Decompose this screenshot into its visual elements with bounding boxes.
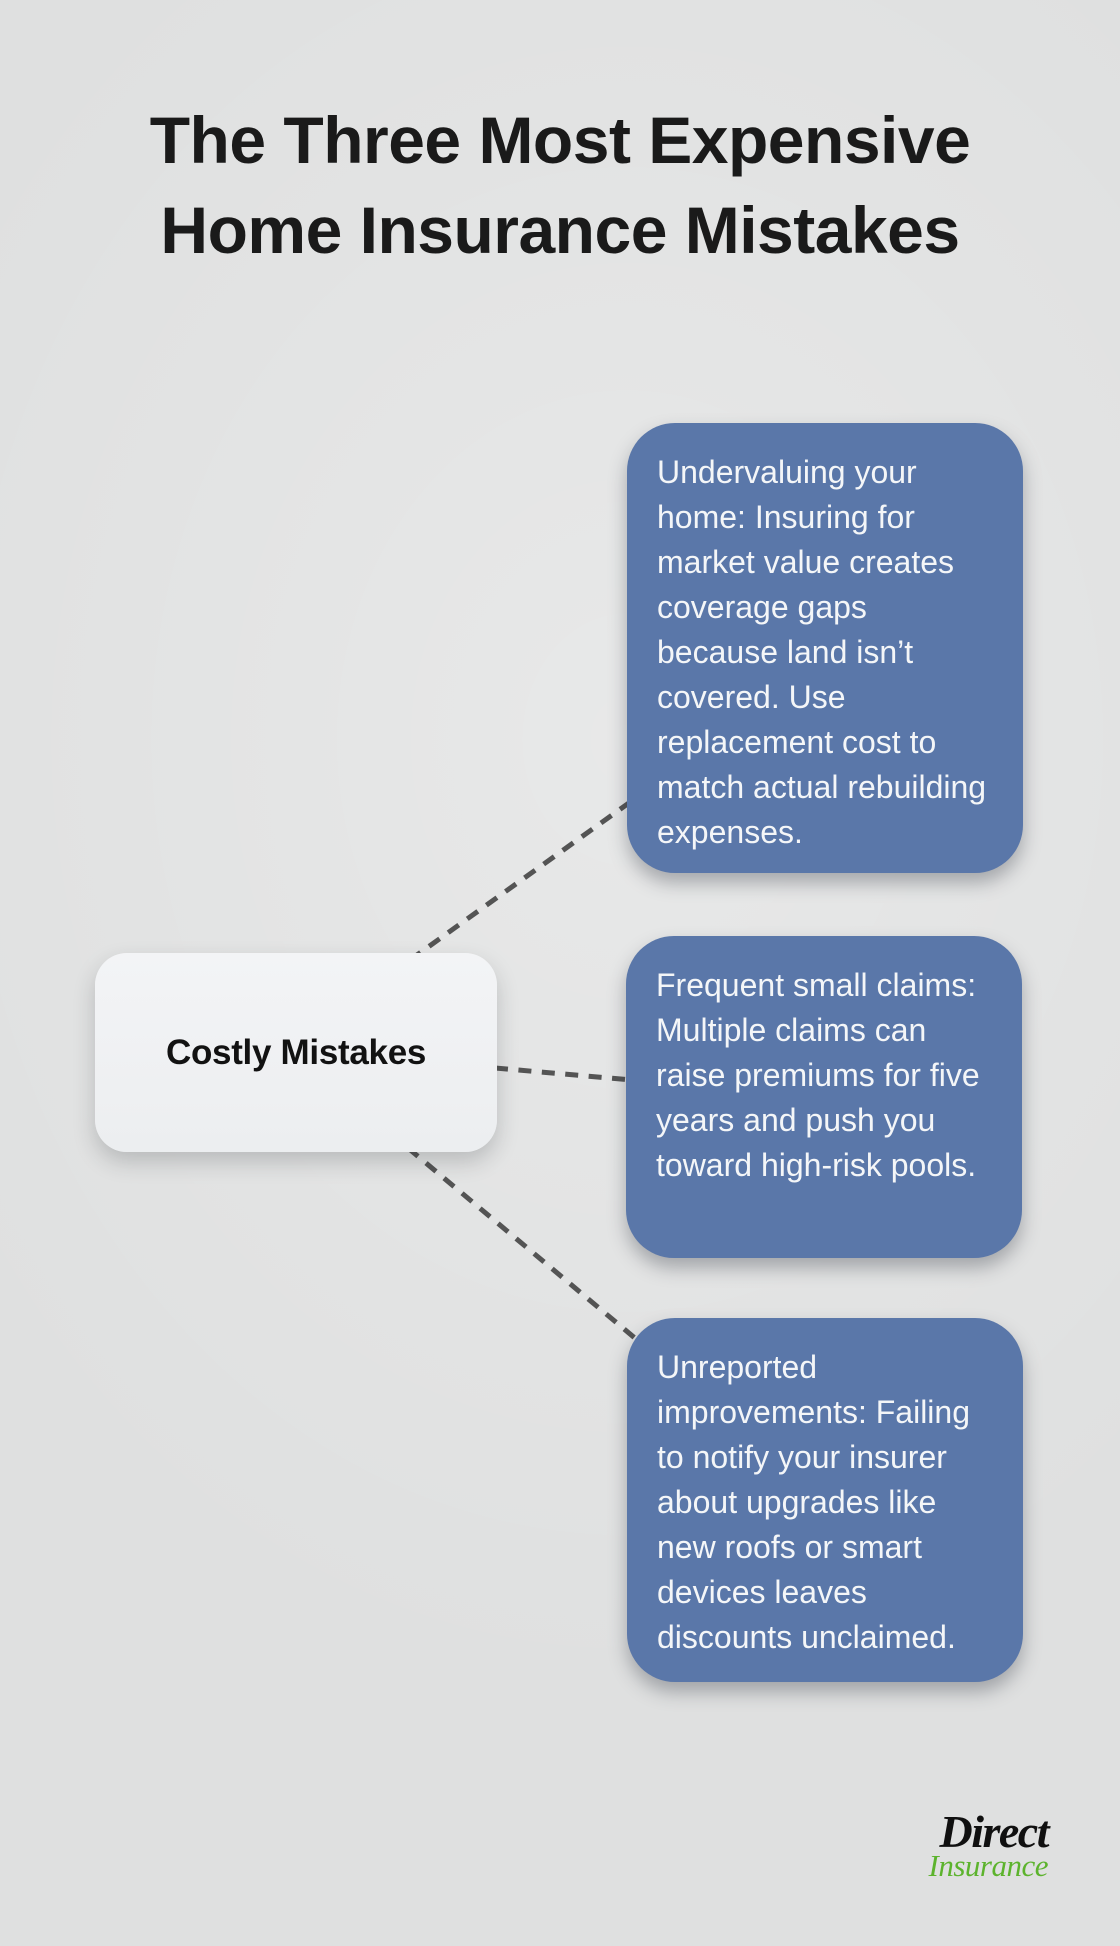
connector-line-bottom [408,1148,642,1344]
page-title-line-2: Home Insurance Mistakes [160,193,960,267]
connector-line-middle [495,1068,632,1080]
page-title-line-1: The Three Most Expensive [149,103,971,177]
connector-line-top [410,795,640,960]
branch-node-unreported-improvements [627,1318,1023,1682]
root-node-costly-mistakes [95,953,497,1152]
branch-node-undervaluing-home [627,423,1023,873]
branch-node-text: Frequent small claims: Multiple claims can raise premiums for five years and push you toward high-risk pools. [656,967,980,1183]
brand-logo [928,1806,1048,1883]
brand-logo-wordmark: Direct [939,1806,1048,1857]
brand-logo-subtitle: Insurance [928,1848,1048,1883]
branch-node-frequent-small-claims [626,936,1022,1258]
branch-node-text: Unreported improvements: Failing to notify your insurer about upgrades like new roofs or smart devices leaves discounts unclaimed. [657,1349,970,1655]
branch-node-text: Undervaluing your home: Insuring for market value creates coverage gaps because land isn’t covered. Use replacement cost to match actual rebuilding expenses. [657,454,987,850]
root-node-label: Costly Mistakes [165,1032,427,1072]
